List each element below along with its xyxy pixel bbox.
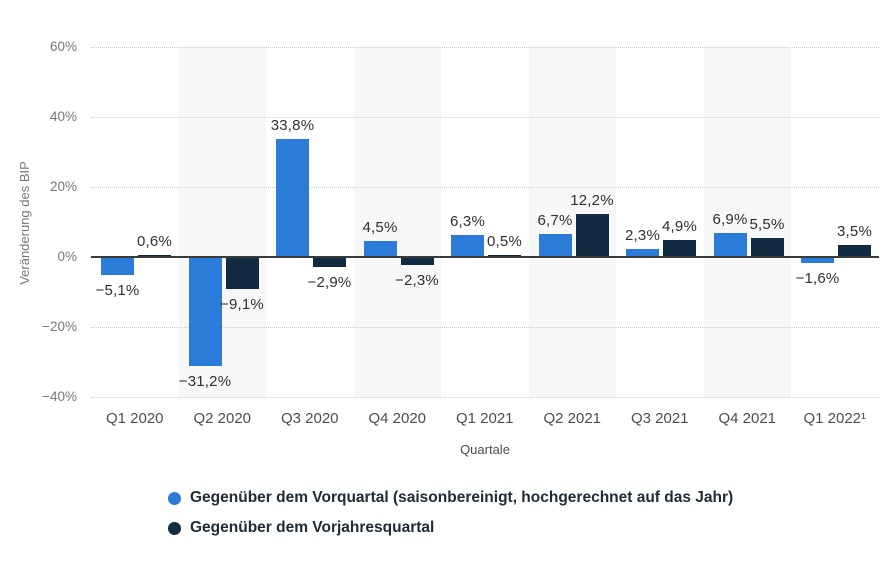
x-tick-label: Q3 2021 (630, 410, 689, 427)
bar-value-label: 6,9% (712, 210, 748, 228)
legend-swatch-navy-icon (168, 522, 181, 535)
bar-value-label: −2,3% (395, 272, 439, 290)
x-tick-label: Q1 2022¹ (803, 410, 867, 427)
y-tick-label: 60% (49, 39, 77, 54)
gridline (91, 47, 879, 48)
bar-vorquartal-q3-2020[interactable] (276, 139, 309, 257)
bar-vorjahresquartal-q4-2021[interactable] (751, 238, 784, 257)
gridline (91, 117, 879, 118)
bar-value-label: 33,8% (270, 116, 315, 134)
legend-label: Gegenüber dem Vorquartal (saisonbereinigt, hochgerechnet auf das Jahr) (190, 489, 734, 506)
bar-vorjahresquartal-q4-2020[interactable] (401, 257, 434, 265)
gridline (91, 187, 879, 188)
y-axis-title: Veränderung des BIP (17, 161, 32, 285)
bar-vorjahresquartal-q2-2020[interactable] (226, 257, 259, 289)
y-tick-label: −40% (42, 389, 77, 404)
x-tick-label: Q3 2020 (280, 410, 339, 427)
legend-swatch-blue-icon (168, 492, 181, 505)
legend-label: Gegenüber dem Vorjahresquartal (190, 519, 435, 536)
bar-value-label: −9,1% (220, 295, 264, 313)
bar-vorquartal-q4-2020[interactable] (364, 241, 397, 257)
legend-item-vorjahresquartal (168, 519, 733, 537)
bar-value-label: 5,5% (749, 215, 785, 233)
bar-value-label: 4,9% (662, 217, 697, 235)
bar-value-label: 4,5% (362, 219, 398, 237)
bar-value-label: 0,6% (137, 232, 172, 250)
y-tick-label: 0% (57, 249, 77, 264)
bar-value-label: 2,3% (625, 226, 660, 244)
x-axis-title: Quartale (460, 442, 510, 457)
y-tick-label: −20% (42, 319, 77, 334)
x-tick-label: Q1 2021 (455, 410, 514, 427)
bar-value-label: 3,5% (837, 222, 872, 240)
x-tick-label: Q4 2021 (718, 410, 777, 427)
y-tick-label: 20% (49, 179, 77, 194)
x-tick-label: Q4 2020 (368, 410, 427, 427)
legend-item-vorquartal (168, 489, 733, 507)
bar-vorquartal-q1-2020[interactable] (101, 257, 134, 275)
bar-value-label: −2,9% (307, 274, 352, 292)
bar-value-label: 6,7% (537, 211, 573, 229)
bar-value-label: 0,5% (487, 233, 522, 251)
x-tick-label: Q1 2020 (105, 410, 164, 427)
bar-value-label: −1,6% (795, 269, 840, 287)
x-tick-label: Q2 2021 (543, 410, 602, 427)
gridline (91, 397, 879, 398)
legend (168, 489, 733, 549)
x-tick-label: Q2 2020 (193, 410, 252, 427)
bar-value-label: 12,2% (570, 192, 614, 210)
bar-value-label: 6,3% (450, 212, 485, 230)
bar-value-label: −31,2% (178, 373, 232, 391)
y-tick-label: 40% (49, 109, 77, 124)
bar-vorjahresquartal-q3-2020[interactable] (313, 257, 346, 267)
bar-vorquartal-q4-2021[interactable] (714, 233, 747, 257)
zero-axis-line (91, 256, 879, 258)
bar-value-label: −5,1% (95, 281, 140, 299)
